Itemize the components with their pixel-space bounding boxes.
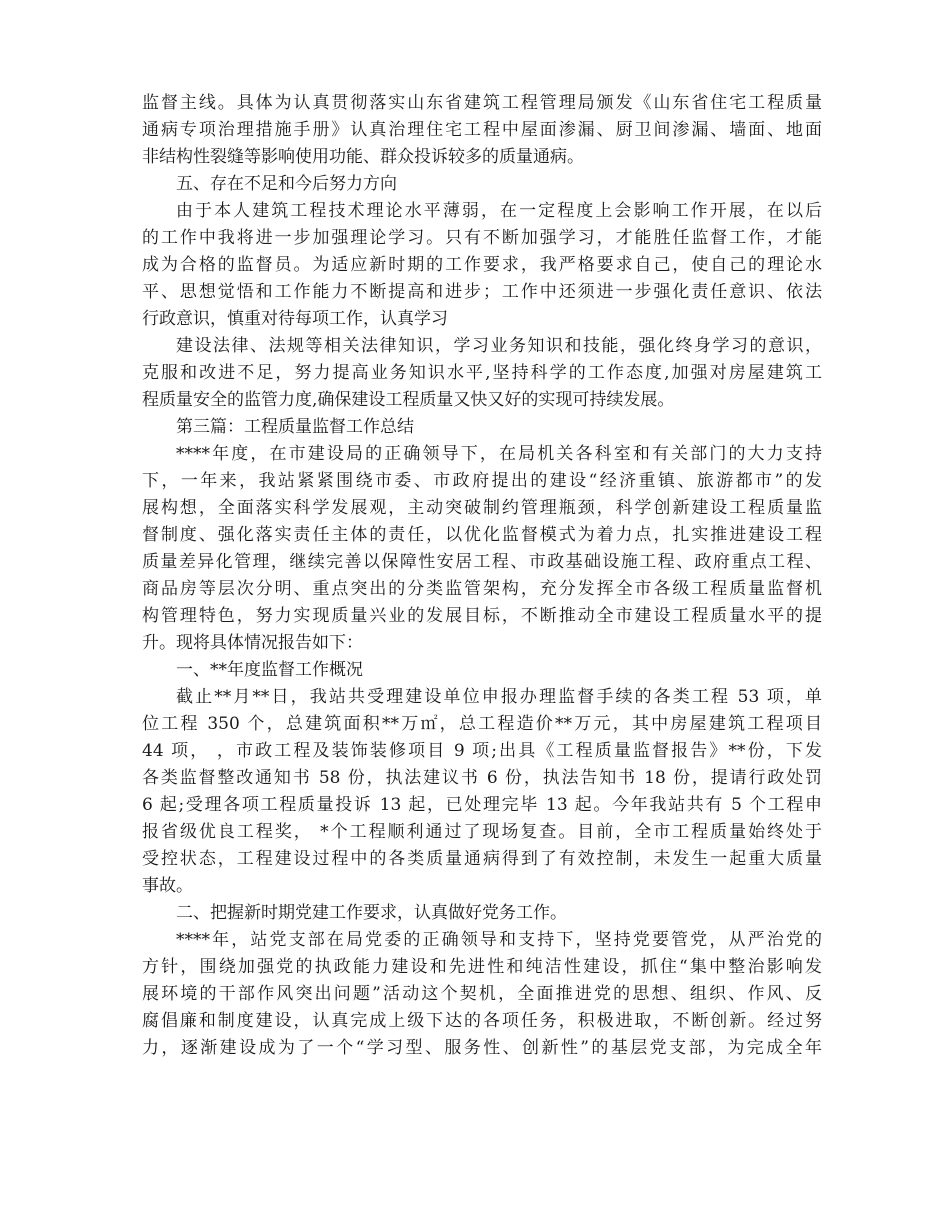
- text-line: 克服和改进不足，努力提高业务知识水平,坚持科学的工作态度,加强对房屋建筑工: [142, 363, 822, 383]
- text-line: 位工程 350 个，总建筑面积**万㎡，总工程造价**万元，其中房屋建筑工程项目: [142, 714, 822, 734]
- text-line: 方针，围绕加强党的执政能力建设和先进性和纯洁性建设，抓住“集中整治影响发: [142, 957, 822, 977]
- text-line: 截止**月**日，我站共受理建设单位申报办理监督手续的各类工程 53 项，单: [176, 687, 822, 707]
- text-line: 成为合格的监督员。为适应新时期的工作要求，我严格要求自己，使自己的理论水: [142, 255, 822, 275]
- text-line: 行政意识，慎重对待每项工作，认真学习: [142, 309, 448, 329]
- text-line: 事故。: [142, 876, 193, 896]
- text-line: ****年度，在市建设局的正确领导下，在局机关各科室和有关部门的大力支持: [176, 444, 822, 464]
- text-line: 程质量安全的监管力度,确保建设工程质量又快又好的实现可持续发展。: [142, 390, 675, 410]
- text-line: 下，一年来，我站紧紧围绕市委、市政府提出的建设“经济重镇、旅游都市”的发: [142, 471, 822, 491]
- text-line: 报省级优良工程奖， *个工程顺利通过了现场复查。目前，全市工程质量始终处于: [142, 822, 822, 842]
- text-line: 二、把握新时期党建工作要求，认真做好党务工作。: [176, 903, 567, 923]
- text-line: 腐倡廉和制度建设，认真完成上级下达的各项任务，积极进取，不断创新。经过努: [142, 1011, 822, 1031]
- text-line: 第三篇：工程质量监督工作总结: [176, 417, 414, 437]
- text-line: 一、**年度监督工作概况: [176, 660, 363, 680]
- text-line: 通病专项治理措施手册》认真治理住宅工程中屋面渗漏、厨卫间渗漏、墙面、地面: [142, 120, 822, 140]
- text-line: 商品房等层次分明、重点突出的分类监管架构，充分发挥全市各级工程质量监督机: [142, 579, 822, 599]
- text-line: 各类监督整改通知书 58 份，执法建议书 6 份，执法告知书 18 份，提请行政处罚: [142, 768, 822, 788]
- text-line: 展构想，全面落实科学发展观，主动突破制约管理瓶颈，科学创新建设工程质量监: [142, 498, 822, 518]
- text-line: 监督主线。具体为认真贯彻落实山东省建筑工程管理局颁发《山东省住宅工程质量: [142, 93, 822, 113]
- text-line: 质量差异化管理，继续完善以保障性安居工程、市政基础设施工程、政府重点工程、: [142, 552, 822, 572]
- text-line: 五、存在不足和今后努力方向: [176, 174, 397, 194]
- document-body: [142, 90, 822, 1062]
- text-line: 非结构性裂缝等影响使用功能、群众投诉较多的质量通病。: [142, 147, 584, 167]
- text-line: 督制度、强化落实责任主体的责任，以优化监督模式为着力点，扎实推进建设工程: [142, 525, 822, 545]
- text-line: 44 项， ，市政工程及装饰装修项目 9 项;出具《工程质量监督报告》**份，下发: [142, 741, 822, 761]
- text-line: 由于本人建筑工程技术理论水平薄弱，在一定程度上会影响工作开展，在以后: [176, 201, 822, 221]
- text-line: 建设法律、法规等相关法律知识，学习业务知识和技能，强化终身学习的意识，: [176, 336, 822, 356]
- text-line: 展环境的干部作风突出问题”活动这个契机，全面推进党的思想、组织、作风、反: [142, 984, 822, 1004]
- text-line: 构管理特色，努力实现质量兴业的发展目标，不断推动全市建设工程质量水平的提: [142, 606, 822, 626]
- text-line: 的工作中我将进一步加强理论学习。只有不断加强学习，才能胜任监督工作，才能: [142, 228, 822, 248]
- text-line: 6 起;受理各项工程质量投诉 13 起，已处理完毕 13 起。今年我站共有 5 个工程申: [142, 795, 822, 815]
- text-line: ****年，站党支部在局党委的正确领导和支持下，坚持党要管党，从严治党的: [176, 930, 822, 950]
- text-line: 受控状态，工程建设过程中的各类质量通病得到了有效控制，未发生一起重大质量: [142, 849, 822, 869]
- text-line: 力，逐渐建设成为了一个“学习型、服务性、创新性”的基层党支部，为完成全年: [142, 1038, 822, 1058]
- text-line: 升。现将具体情况报告如下：: [142, 633, 363, 653]
- text-line: 平、思想觉悟和工作能力不断提高和进步；工作中还须进一步强化责任意识、依法: [142, 282, 822, 302]
